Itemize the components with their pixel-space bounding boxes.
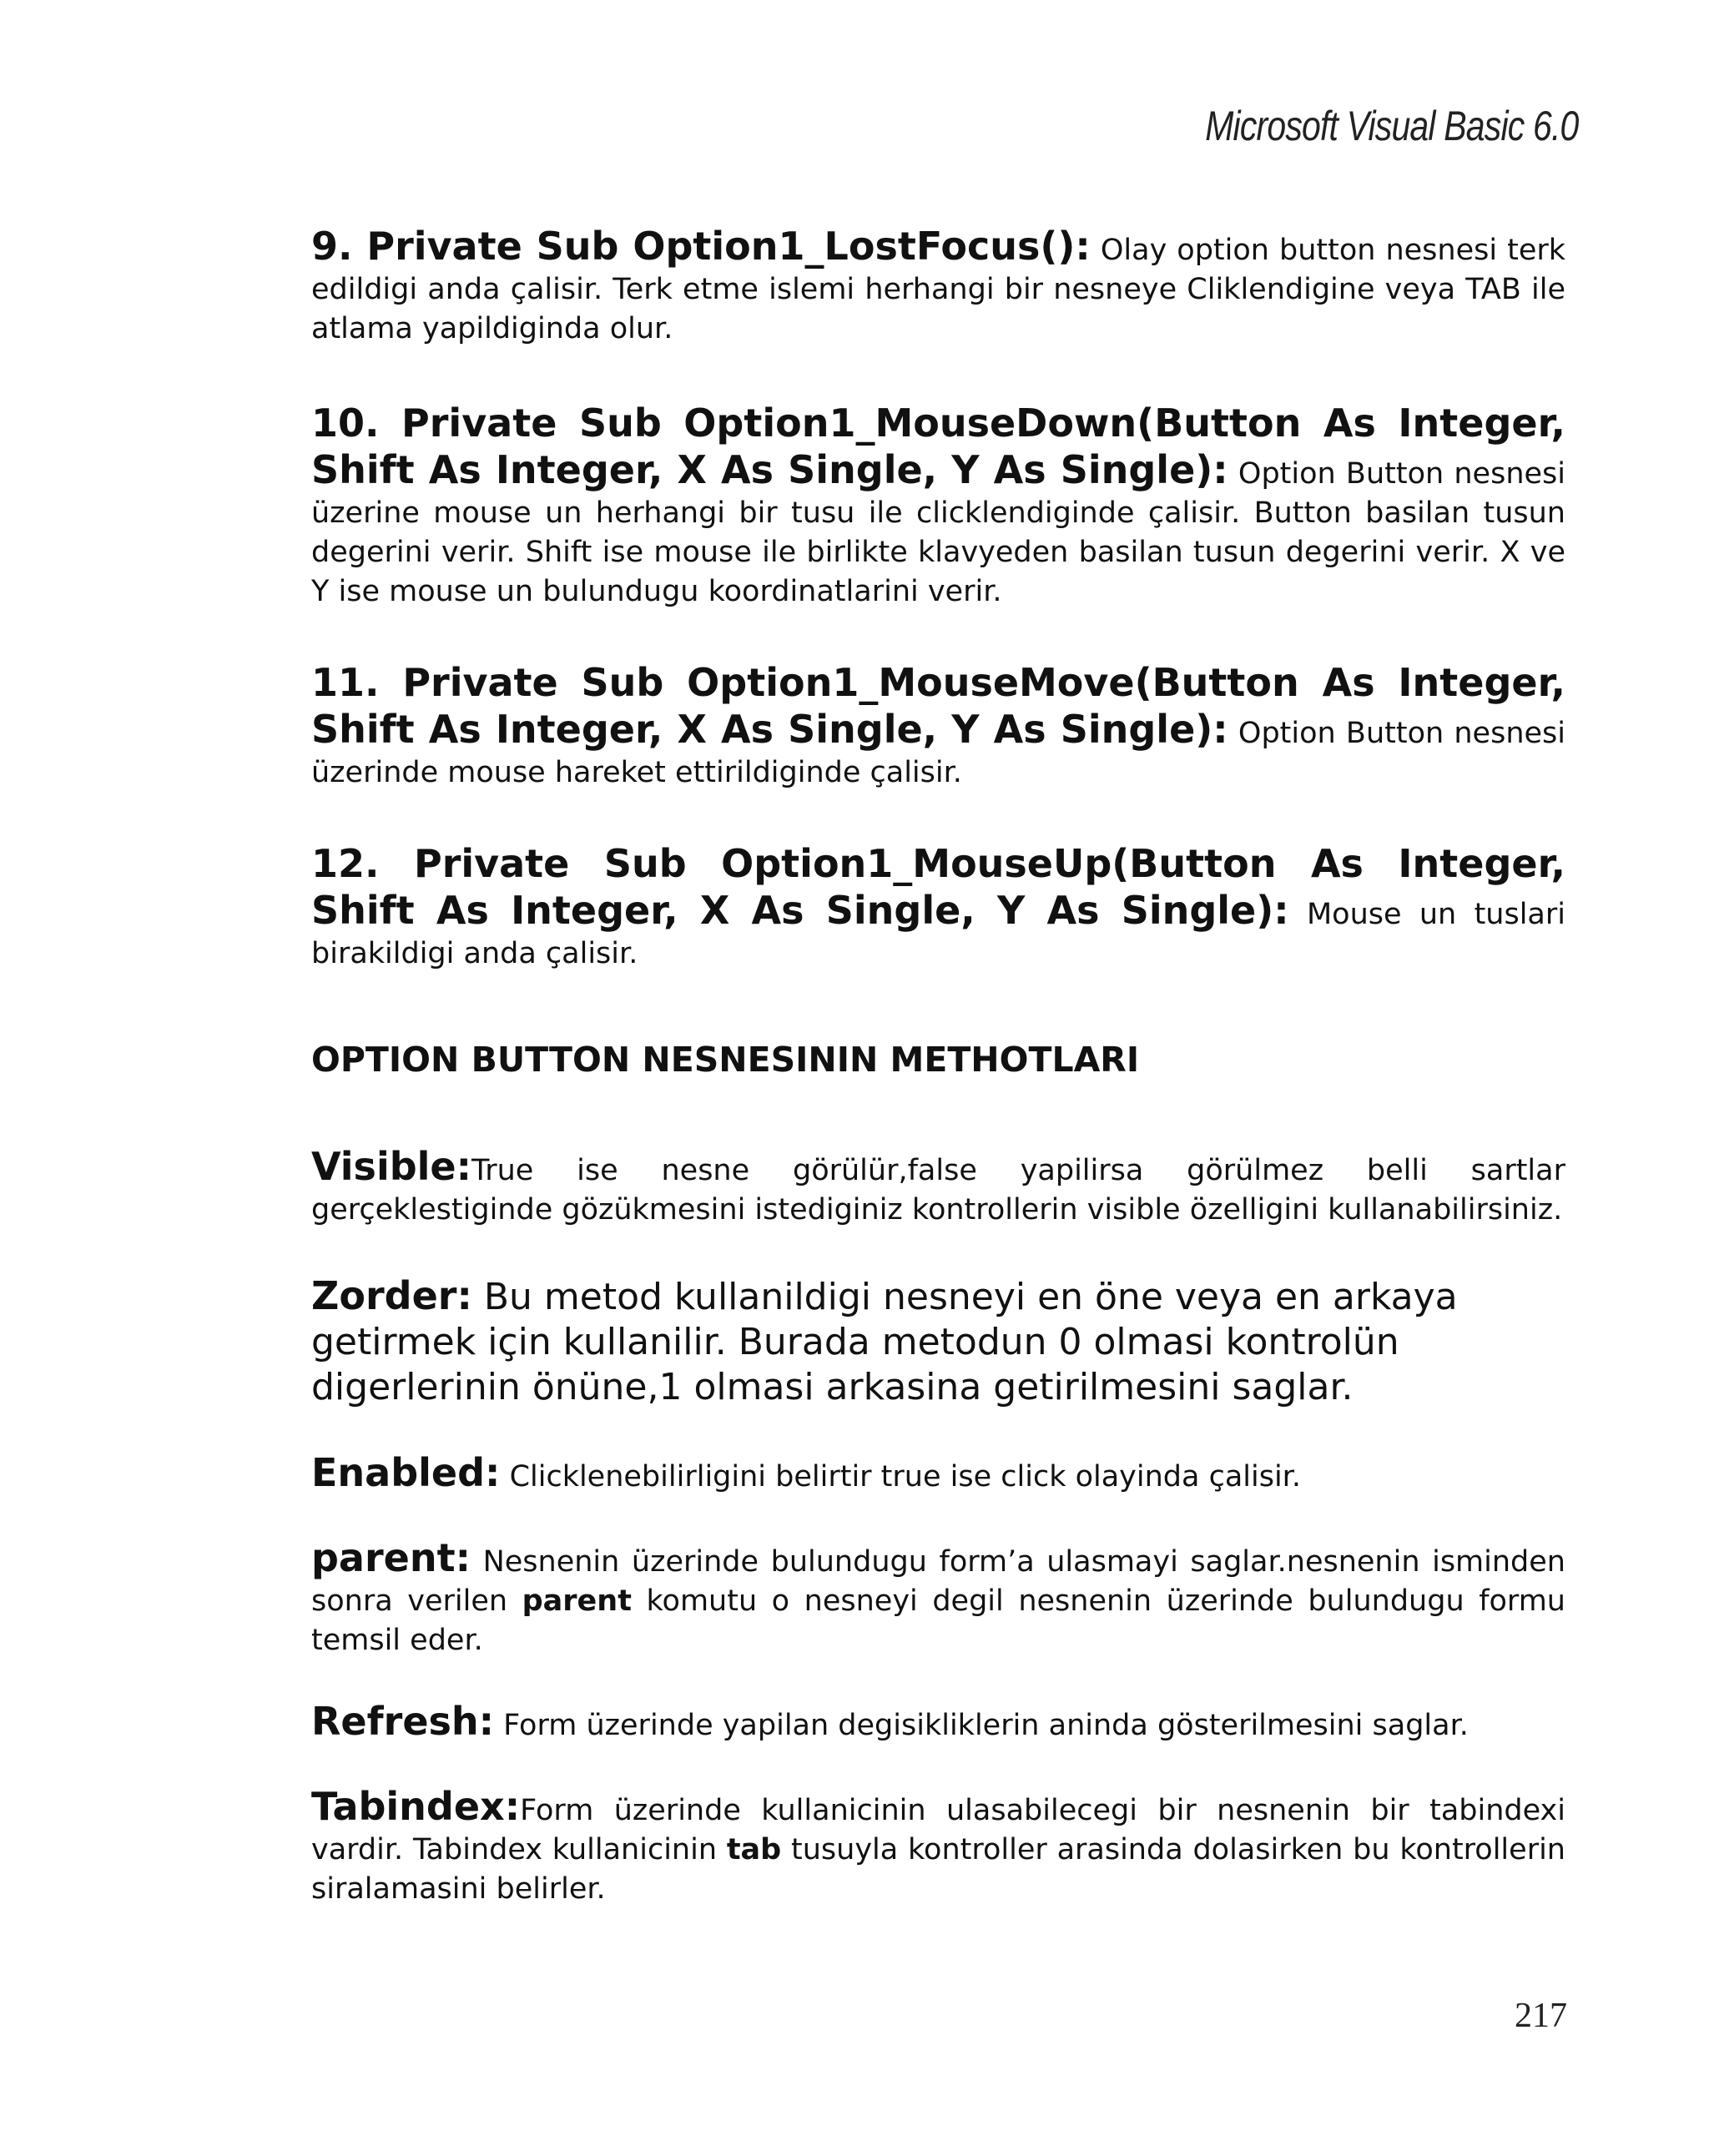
method-description-continued: tusuyla kontroller arasinda dolasirken bu kontrollerin siralamasini belirler. xyxy=(311,1833,1565,1906)
section-title: OPTION BUTTON NESNESININ METHOTLARI xyxy=(311,1040,1140,1080)
event-description: Mouse un tuslari birakildigi anda çalisir. xyxy=(311,898,1565,970)
method-description: True ise nesne görülür,false yapilirsa görülmez belli sartlar gerçeklestiginde gözükmesini istediginiz kontrollerin visible özelligini kullanabilirsiniz. xyxy=(311,1154,1565,1227)
method-refresh xyxy=(311,1699,1565,1745)
event-description: Olay option button nesnesi terk edildigi anda çalisir. Terk etme islemi herhangi bir nesneye Cliklendigine veya TAB ile atlama yapildiginda olur. xyxy=(311,234,1566,345)
method-heading: Refresh: xyxy=(311,1699,495,1744)
method-zorder xyxy=(311,1273,1565,1410)
method-visible xyxy=(311,1144,1565,1230)
event-heading: 9. Private Sub Option1_LostFocus(): xyxy=(311,224,1091,269)
event-description: Option Button nesnesi üzerinde mouse hareket ettirildiginde çalisir. xyxy=(311,717,1565,789)
method-heading: parent: xyxy=(311,1535,471,1580)
method-tabindex xyxy=(311,1784,1565,1909)
method-heading: Zorder: xyxy=(311,1273,472,1318)
method-description: Clicklenebilirligini belirtir true ise click olayinda çalisir. xyxy=(500,1460,1301,1494)
inline-keyword: tab xyxy=(726,1833,782,1866)
method-parent xyxy=(311,1535,1565,1660)
method-description: Form üzerinde kullanicinin ulasabilecegi bir nesnenin bir tabindexi vardir. Tabindex kullanicinin xyxy=(311,1794,1565,1866)
method-heading: Visible: xyxy=(311,1144,471,1189)
event-mousemove xyxy=(311,660,1565,793)
method-heading: Enabled: xyxy=(311,1450,501,1495)
running-header: Microsoft Visual Basic 6.0 xyxy=(1205,103,1579,149)
page-body xyxy=(311,224,1565,1909)
method-heading: Tabindex: xyxy=(311,1784,521,1829)
event-heading: 12. Private Sub Option1_MouseUp(Button As Integer, Shift As Integer, X As Single, Y As Single): xyxy=(311,841,1565,933)
event-mouseup xyxy=(311,841,1565,974)
inline-keyword: parent xyxy=(522,1584,632,1618)
method-description-continued: komutu o nesneyi degil nesnenin üzerinde bulundugu formu temsil eder. xyxy=(311,1584,1565,1657)
method-description: Bu metod kullanildigi nesneyi en öne veya en arkaya getirmek için kullanilir. Burada metodun 0 olmasi kontrolün digerlerinin önüne,1 olmasi arkasina getirilmesini saglar. xyxy=(311,1276,1458,1408)
method-description: Form üzerinde yapilan degisikliklerin aninda gösterilmesini saglar. xyxy=(494,1709,1469,1742)
event-lostfocus xyxy=(311,224,1565,349)
event-mousedown xyxy=(311,400,1565,612)
event-heading: 11. Private Sub Option1_MouseMove(Button As Integer, Shift As Integer, X As Single, Y As Single): xyxy=(311,660,1565,752)
page-number: 217 xyxy=(1515,1997,1567,2035)
event-description: Option Button nesnesi üzerine mouse un herhangi bir tusu ile clicklendiginde çalisir. Button basilan tusun degerini verir. Shift ise mouse ile birlikte klavyeden basilan tusun degerini verir. X ve Y ise mouse un bulundugu koordinatlarini verir. xyxy=(311,457,1565,608)
method-description: Nesnenin üzerinde bulundugu form’a ulasmayi saglar.nesnenin isminden sonra verilen xyxy=(311,1545,1565,1618)
event-heading: 10. Private Sub Option1_MouseDown(Button As Integer, Shift As Integer, X As Single, Y As Single): xyxy=(311,400,1565,492)
method-enabled xyxy=(311,1450,1565,1497)
